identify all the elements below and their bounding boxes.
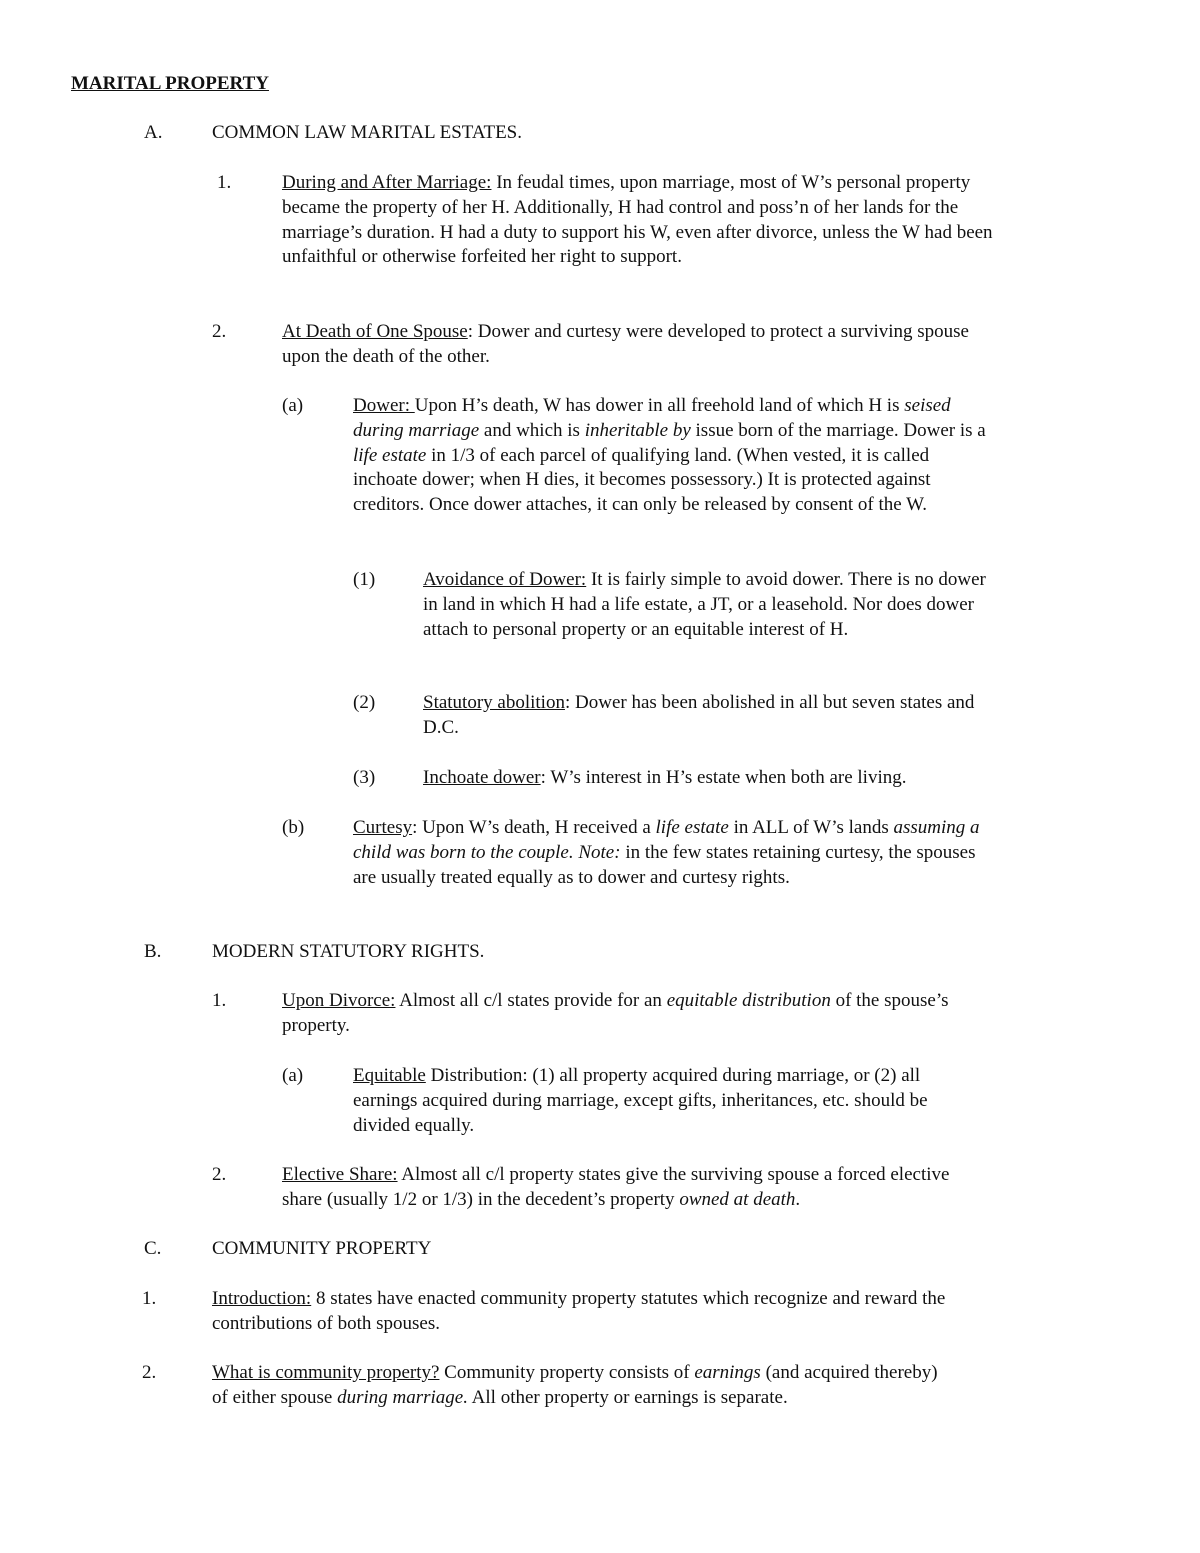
item-emphasis: earnings <box>694 1362 761 1383</box>
item-emphasis: inheritable by <box>584 419 691 441</box>
item-text: In feudal times, upon marriage, most of W’s personal property became the property of her H. Additionally, H had control and poss’n of her lands for the marriage’s duration. H had a duty to support his W, even after divorce, unless the W had been unfaithful or otherwise forfeited her right to support. <box>282 172 993 268</box>
list-marker: 1. <box>142 1288 157 1309</box>
paragraph <box>282 1163 994 1213</box>
section-a-marker: A. <box>144 122 163 143</box>
section-b-marker: B. <box>144 941 162 962</box>
list-marker: 2. <box>212 1164 227 1185</box>
section-a-item-1 <box>217 171 994 270</box>
item-text: It is fairly simple to avoid dower. There is no dower in land in which H had a life estate, a JT, or a leasehold. Nor does dower attach to personal property or an equitable interest of H. <box>423 569 986 640</box>
list-marker: 2. <box>142 1362 157 1383</box>
section-a-item-2a3 <box>353 766 1003 791</box>
item-text: : W’s interest in H’s estate when both are living. <box>540 767 907 788</box>
item-label: Statutory abolition <box>423 692 565 713</box>
list-marker: (2) <box>353 692 376 713</box>
item-text: in 1/3 of each parcel of qualifying land. (When vested, it is called inchoate dower; when H dies, it becomes possessory.) It is protected against creditors. Once dower attaches, it can only be released by consent of the W. <box>353 444 931 516</box>
item-label: Inchoate dower <box>423 767 541 788</box>
item-text: : Dower and curtesy were developed to protect a surviving spouse upon the death of the other. <box>282 321 969 367</box>
item-text: issue born of the marriage. Dower is a <box>690 419 986 441</box>
section-b-item-1a <box>282 1064 983 1138</box>
item-text: (and acquired thereby) of either spouse <box>212 1362 938 1408</box>
section-a-item-2a1 <box>353 568 995 642</box>
section-a <box>144 121 992 146</box>
item-text: of the spouse’s property. <box>282 990 949 1036</box>
item-text: in ALL of W’s lands <box>728 817 894 838</box>
item-label: During and After Marriage: <box>282 172 492 193</box>
item-text: : Dower has been abolished in all but seven states and D.C. <box>423 692 975 738</box>
paragraph <box>212 1287 954 1337</box>
item-label: Curtesy <box>353 817 413 838</box>
item-text: Upon H’s death, W has dower in all freehold land of which H is <box>414 395 905 416</box>
list-marker: (a) <box>282 1065 304 1086</box>
section-a-heading: COMMON LAW MARITAL ESTATES. <box>212 122 522 143</box>
page-title: MARITAL PROPERTY <box>71 73 269 94</box>
item-text: Almost all c/l states provide for an <box>395 990 667 1011</box>
paragraph <box>423 691 995 741</box>
item-label: Introduction: <box>212 1288 312 1309</box>
section-c-marker: C. <box>144 1238 162 1259</box>
paragraph <box>353 394 993 518</box>
section-a-item-2a2 <box>353 691 995 741</box>
item-emphasis: life estate <box>655 817 729 838</box>
item-text: . <box>795 1188 801 1210</box>
list-marker: 2. <box>212 321 227 342</box>
paragraph <box>212 1361 954 1411</box>
item-emphasis: assuming a child was born to the couple. Note: <box>353 817 980 863</box>
section-b-item-2 <box>212 1163 994 1213</box>
item-label: Dower: <box>353 395 415 416</box>
item-text: 8 states have enacted community property statutes which recognize and reward the contributions of both spouses. <box>212 1288 946 1334</box>
item-emphasis: life estate <box>353 444 427 466</box>
item-text: : Upon W’s death, H received a <box>412 817 656 838</box>
paragraph <box>423 568 995 642</box>
paragraph <box>282 320 994 370</box>
section-b <box>144 940 992 965</box>
item-label: Avoidance of Dower: <box>423 569 587 590</box>
paragraph <box>282 171 994 270</box>
paragraph <box>423 766 1003 791</box>
item-text: and which is <box>479 419 585 441</box>
section-b-heading: MODERN STATUTORY RIGHTS. <box>212 941 485 962</box>
section-b-item-1 <box>212 989 994 1039</box>
item-emphasis: equitable distribution <box>666 990 831 1011</box>
item-text: Almost all c/l property states give the surviving spouse a forced elective share (usually 1/2 or 1/3) in the decedent’s property <box>282 1164 950 1210</box>
item-text: All other property or earnings is separate. <box>467 1386 788 1408</box>
item-text: in the few states retaining curtesy, the spouses are usually treated equally as to dower and curtesy rights. <box>353 841 976 888</box>
section-c-item-2 <box>142 1361 954 1411</box>
item-label: Equitable <box>353 1065 426 1086</box>
paragraph <box>353 1064 983 1138</box>
section-c <box>144 1237 992 1262</box>
list-marker: (1) <box>353 569 376 590</box>
section-a-item-2 <box>212 320 994 370</box>
item-label: Upon Divorce: <box>282 990 396 1011</box>
list-marker: 1. <box>212 990 227 1011</box>
section-a-item-2b <box>282 816 993 890</box>
list-marker: (a) <box>282 395 304 416</box>
item-text: Community property consists of <box>439 1362 695 1383</box>
item-label: What is community property? <box>212 1362 440 1383</box>
paragraph <box>282 989 994 1039</box>
item-emphasis: during marriage. <box>337 1386 468 1408</box>
section-a-item-2a <box>282 394 993 518</box>
item-emphasis: seised during marriage <box>353 395 951 441</box>
list-marker: (3) <box>353 767 376 788</box>
paragraph <box>353 816 993 890</box>
section-c-heading: COMMUNITY PROPERTY <box>212 1238 432 1259</box>
item-emphasis: owned at death <box>679 1188 796 1210</box>
item-label: Elective Share: <box>282 1164 398 1185</box>
item-text: Distribution: (1) all property acquired during marriage, or (2) all earnings acquired during marriage, except gifts, inheritances, etc. should be divided equally. <box>353 1065 928 1136</box>
list-marker: (b) <box>282 817 305 838</box>
item-label: At Death of One Spouse <box>282 321 468 342</box>
section-c-item-1 <box>142 1287 954 1337</box>
list-marker: 1. <box>217 172 232 193</box>
